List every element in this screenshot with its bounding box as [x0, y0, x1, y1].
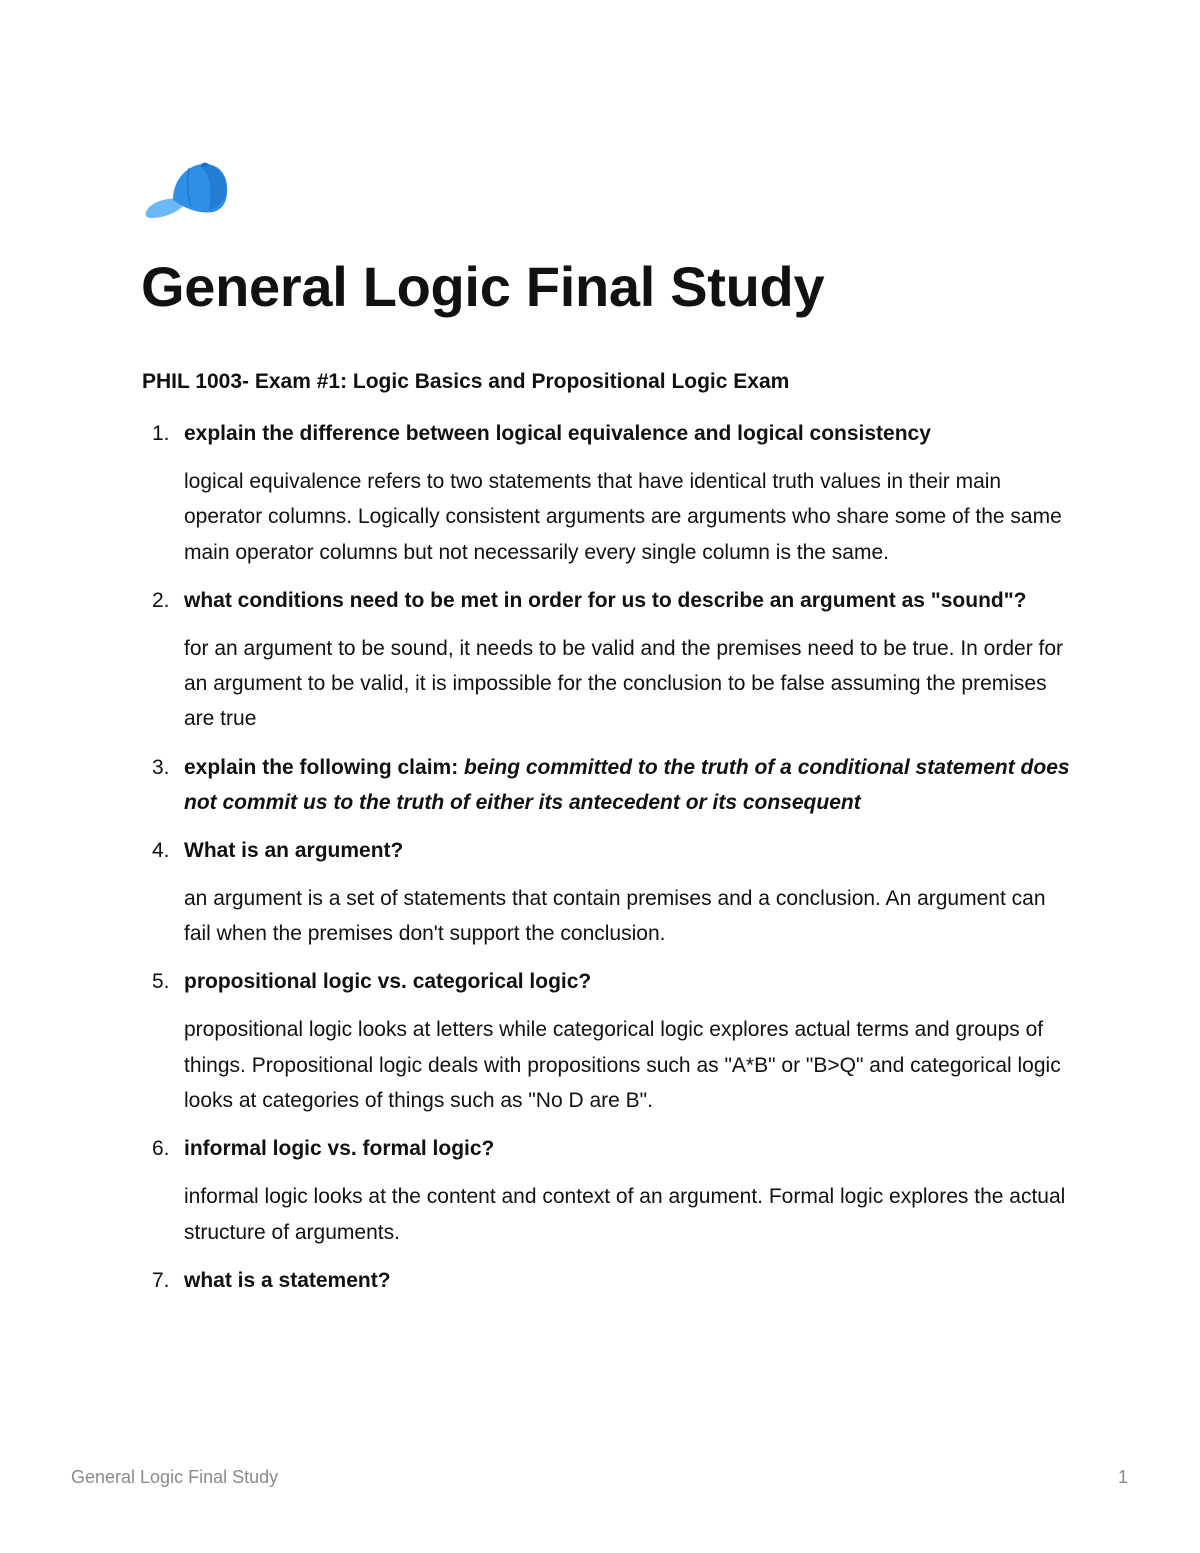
page-number: 1 [1117, 1467, 1128, 1487]
list-number: 4. [152, 838, 170, 862]
list-number: 1. [152, 422, 170, 445]
question-text: informal logic vs. formal logic? [184, 1137, 495, 1161]
list-number: 7. [152, 1268, 170, 1292]
answer-text: an argument is a set of statements that contain premises and a conclusion. An argument can fail when the premises don't support the conclusion. [184, 886, 1046, 946]
question-text: what is a statement? [184, 1268, 391, 1292]
list-number: 2. [152, 588, 170, 612]
list-item [142, 964, 1072, 1118]
document-title: General Logic Final Study [141, 255, 825, 318]
list-item [142, 833, 1072, 952]
list-item [142, 1131, 1072, 1250]
question-text: What is an argument? [184, 838, 404, 862]
question-text: explain the difference between logical equivalence and logical consistency [184, 422, 931, 445]
question-prefix: explain the following claim: [184, 755, 465, 779]
list-number: 6. [152, 1137, 170, 1161]
question-text: propositional logic vs. categorical logic? [184, 970, 592, 994]
list-item [142, 583, 1072, 737]
answer-text: informal logic looks at the content and context of an argument. Formal logic explores the actual structure of arguments. [184, 1185, 1066, 1244]
question-text [184, 750, 1072, 820]
baseball-cap-icon [143, 160, 229, 226]
question-list [142, 416, 1072, 1311]
list-item [142, 1263, 1072, 1298]
list-number: 5. [152, 970, 170, 994]
list-item [142, 416, 1072, 570]
list-number: 3. [152, 755, 170, 779]
footer-title: General Logic Final Study [71, 1467, 279, 1487]
question-emphasis: being committed to the truth of a conditional statement does not commit us to the truth of either its antecedent or its consequent [184, 755, 1070, 814]
document-subtitle: PHIL 1003- Exam #1: Logic Basics and Propositional Logic Exam [142, 370, 790, 393]
answer-text: logical equivalence refers to two statements that have identical truth values in their main operator columns. Logically consistent arguments are arguments who share some of the same main operator columns but not necessarily every single column is the same. [184, 470, 1062, 564]
list-item [142, 750, 1072, 820]
question-text: what conditions need to be met in order for us to describe an argument as "sound"? [184, 588, 1027, 612]
answer-text: for an argument to be sound, it needs to be valid and the premises need to be true. In order for an argument to be valid, it is impossible for the conclusion to be false assuming the premises are true [184, 636, 1064, 731]
answer-text: propositional logic looks at letters while categorical logic explores actual terms and groups of things. Propositional logic deals with propositions such as "A*B" or "B>Q" and categorical logic looks at categories of things such as "No D are B". [184, 1018, 1061, 1112]
